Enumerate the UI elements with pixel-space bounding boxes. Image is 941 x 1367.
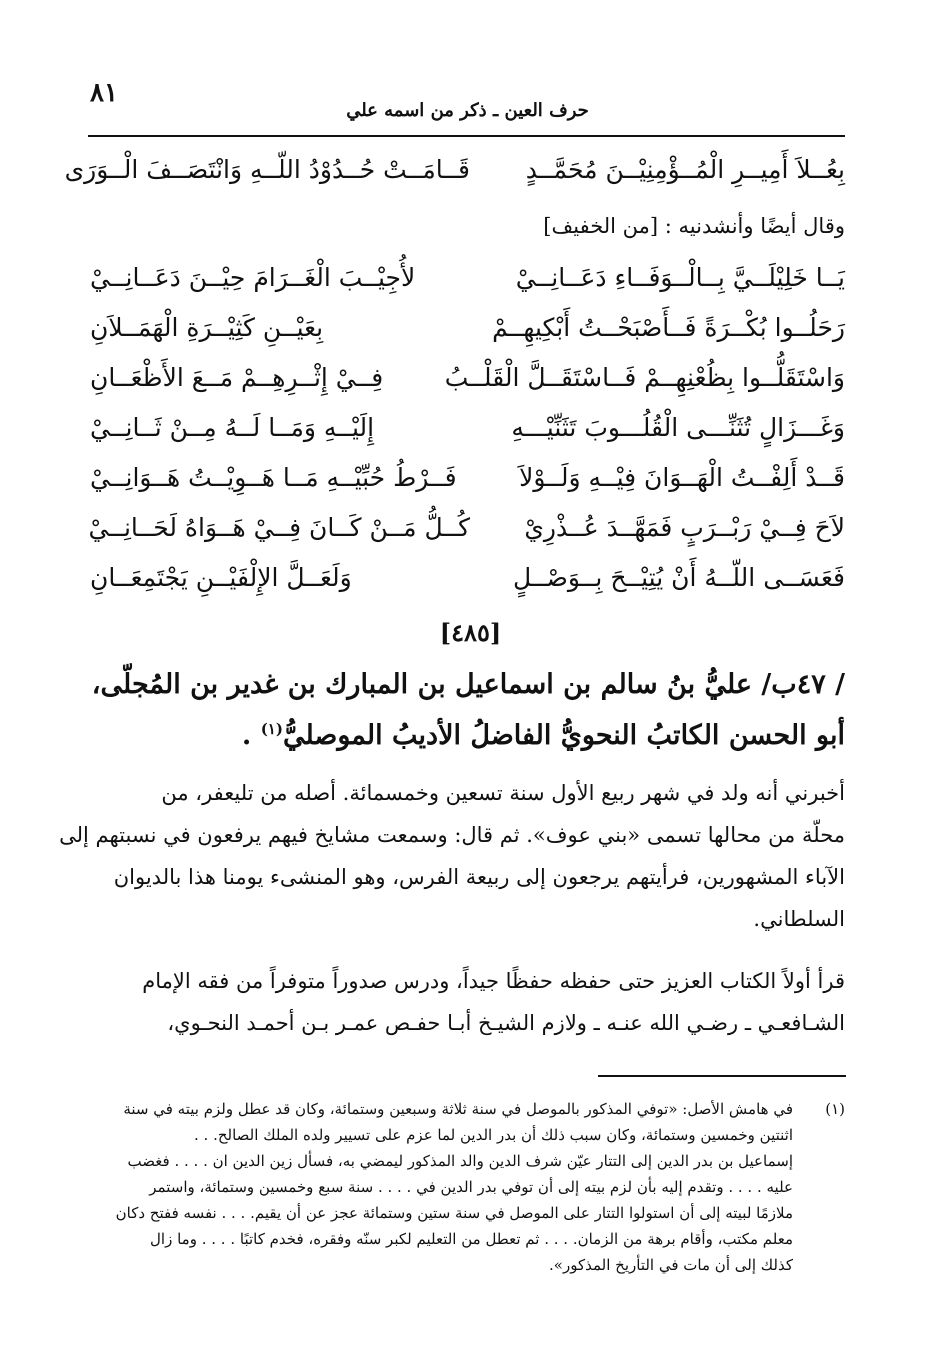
footnote-line: ملازمًا لبيته إلى أن استولوا التتار على الموصل في سنة ستين وستمائة عجز عن أن يقيم. . . . نفسه ففتح دكان (115, 1204, 793, 1222)
verse-line (90, 256, 845, 300)
verse-second-hemistich: قَــامَــتْ حُــدُوْدُ اللّــهِ وَانْتَصَــفَ الْــوَرَى (64, 155, 470, 184)
paragraph-line: الآباء المشهورين، فرأيتهم يرجعون إلى ربيعة الفرس، وهو المنشىء يومنا هذا بالديوان (113, 865, 845, 889)
verse-line (90, 556, 845, 600)
footnote-line: في هامش الأصل: «توفي المذكور بالموصل في سنة ثلاثة وسبعين وستمائة، وكان قد عطل ولزم بيته في سنة (123, 1100, 793, 1118)
paragraph-line: السلطاني. (753, 907, 845, 931)
footnote-line: كذلك إلى أن مات في التأريخ المذكور». (549, 1256, 793, 1274)
verse-first-hemistich: قَــدْ أَلِفْــتُ الْهَــوَانَ فِيْــهِ وَلَــوْلاَ (519, 463, 845, 492)
entry-title-end: . (241, 720, 252, 751)
entry-title-line (90, 708, 845, 757)
verse-line (90, 356, 845, 400)
verse-second-hemistich: بِعَيْــنِ كَثِيْــرَةِ الْهَمَــلاَنِ (90, 313, 324, 342)
verse-first-hemistich: بِعُــلاَ أَمِيــرِ الْمُــؤْمِنِيْــنَ مُحَمَّــدٍ (525, 155, 845, 184)
paragraph-line: أخبرني أنه ولد في شهر ربيع الأول سنة تسعين وخمسمائة. أصله من تليعفر، من (161, 781, 845, 805)
verse-line (90, 506, 845, 550)
verse-line (90, 406, 845, 450)
paragraph-line: قرأ أولاً الكتاب العزيز حتى حفظه حفظًا جيداً، ودرس صدوراً متوفراً من فقه الإمام (142, 969, 845, 993)
biography-paragraph (90, 960, 845, 1044)
paragraph-line: الشـافعـي ـ رضـي الله عنـه ـ ولازم الشيـخ أبـا حفـص عمـر بـن أحمـد النحـوي، (167, 1011, 845, 1035)
verse-intro-meter: وقال أيضًا وأنشدنيه : [من الخفيف] (543, 214, 845, 238)
page-number: ٨١ (90, 78, 118, 108)
entry-title-line: / ٤٧ب/ عليُّ بنُ سالم بن اسماعيل بن المبارك بن غدير بن المُجلّى، (91, 669, 845, 700)
paragraph-line: محلّة من محالها تسمى «بني عوف». ثم قال: وسمعت مشايخ فيهم يرفعون في نسبتهم إلى (59, 823, 845, 847)
footnote-line: معلم مكتب، وأقام برهة من الزمان. . . . ثم تعطل من التعليم لكبر سنّه وفقره، فخدم كاتبًا . . . . وما زال (150, 1230, 793, 1248)
verse-second-hemistich: فِــيْ إِثْــرِهِــمْ مَــعَ الأَظْعَــانِ (90, 363, 384, 392)
verse-second-hemistich: كُــلُّ مَــنْ كَــانَ فِــيْ هَــوَاهُ لَحَــانِــيْ (88, 513, 470, 542)
entry-title-name: أبو الحسن الكاتبُ النحويُّ الفاضلُ الأديبُ الموصليُّ (282, 720, 845, 751)
verse-first-hemistich: يَــا خَلِيْلَــيَّ بِــالْــوَفَــاءِ دَعَــانِــيْ (515, 263, 845, 292)
verse-first-hemistich: فَعَسَــى اللّــهُ أَنْ يُتِيْــحَ بِــوَصْــلٍ (513, 563, 845, 592)
footnote-marker: (١) (825, 1100, 845, 1118)
footnote-separator (598, 1075, 846, 1077)
footnote-line: اثنتين وخمسين وستمائة، وكان سبب ذلك أن بدر الدين لما عزم على تسيير ولده الملك الصالح. . . (194, 1126, 793, 1144)
verse-second-hemistich: إِلَيْــهِ وَمَــا لَــهُ مِــنْ ثَــانِــيْ (90, 413, 375, 442)
verse-first-hemistich: رَحَلُــوا بُكْــرَةً فَــأَصْبَحْــتُ أَبْكِيهِــمْ (492, 313, 845, 342)
biography-paragraph (59, 772, 845, 940)
footnote-line: إسماعيل بن بدر الدين إلى التتار عيّن شرف الدين والد المذكور ليمضي به، فسأل زين الدين ان . . . . فغضب (127, 1152, 793, 1170)
running-title: حرف العين ـ ذكر من اسمه علي (346, 100, 589, 121)
verse-second-hemistich: فَــرْطُ حُبِّيْــهِ مَــا هَــوِيْــتُ هَــوَانِــيْ (90, 463, 457, 492)
verse-line (90, 306, 845, 350)
entry-number: [٤٨٥] (439, 618, 502, 647)
verse-second-hemistich: لأُجِيْــبَ الْغَــرَامَ حِيْــنَ دَعَــانِــيْ (90, 263, 416, 292)
footnote-reference[interactable]: (١) (260, 720, 283, 738)
verse-line (64, 148, 845, 192)
verse-line (90, 456, 845, 500)
header-rule (88, 135, 845, 137)
verse-first-hemistich: لاَحَ فِــيْ رَبْــرَبٍ فَمَهَّــدَ عُــذْرِيْ (524, 513, 845, 542)
footnote-text (90, 1096, 793, 1278)
verse-first-hemistich: وَغَـــزَالٍ تُثَنِّـــى الْقُلُـــوبَ تَثَنِّيْـــهِ (511, 413, 845, 442)
footnote-line: عليه . . . . وتقدم إليه بأن لزم بيته إلى أن توفي بدر الدين في . . . . سنة سبع وخمسين وستمائة، واستمر (149, 1178, 793, 1196)
page-header (90, 78, 845, 126)
verse-first-hemistich: وَاسْتَقَلُّــوا بِظُعْنِهِــمْ فَــاسْتَقَــلَّ الْقَلْــبُ (444, 363, 845, 392)
verse-second-hemistich: وَلَعَــلَّ الإِلْفَيْــنِ يَجْتَمِعَــانِ (90, 563, 352, 592)
